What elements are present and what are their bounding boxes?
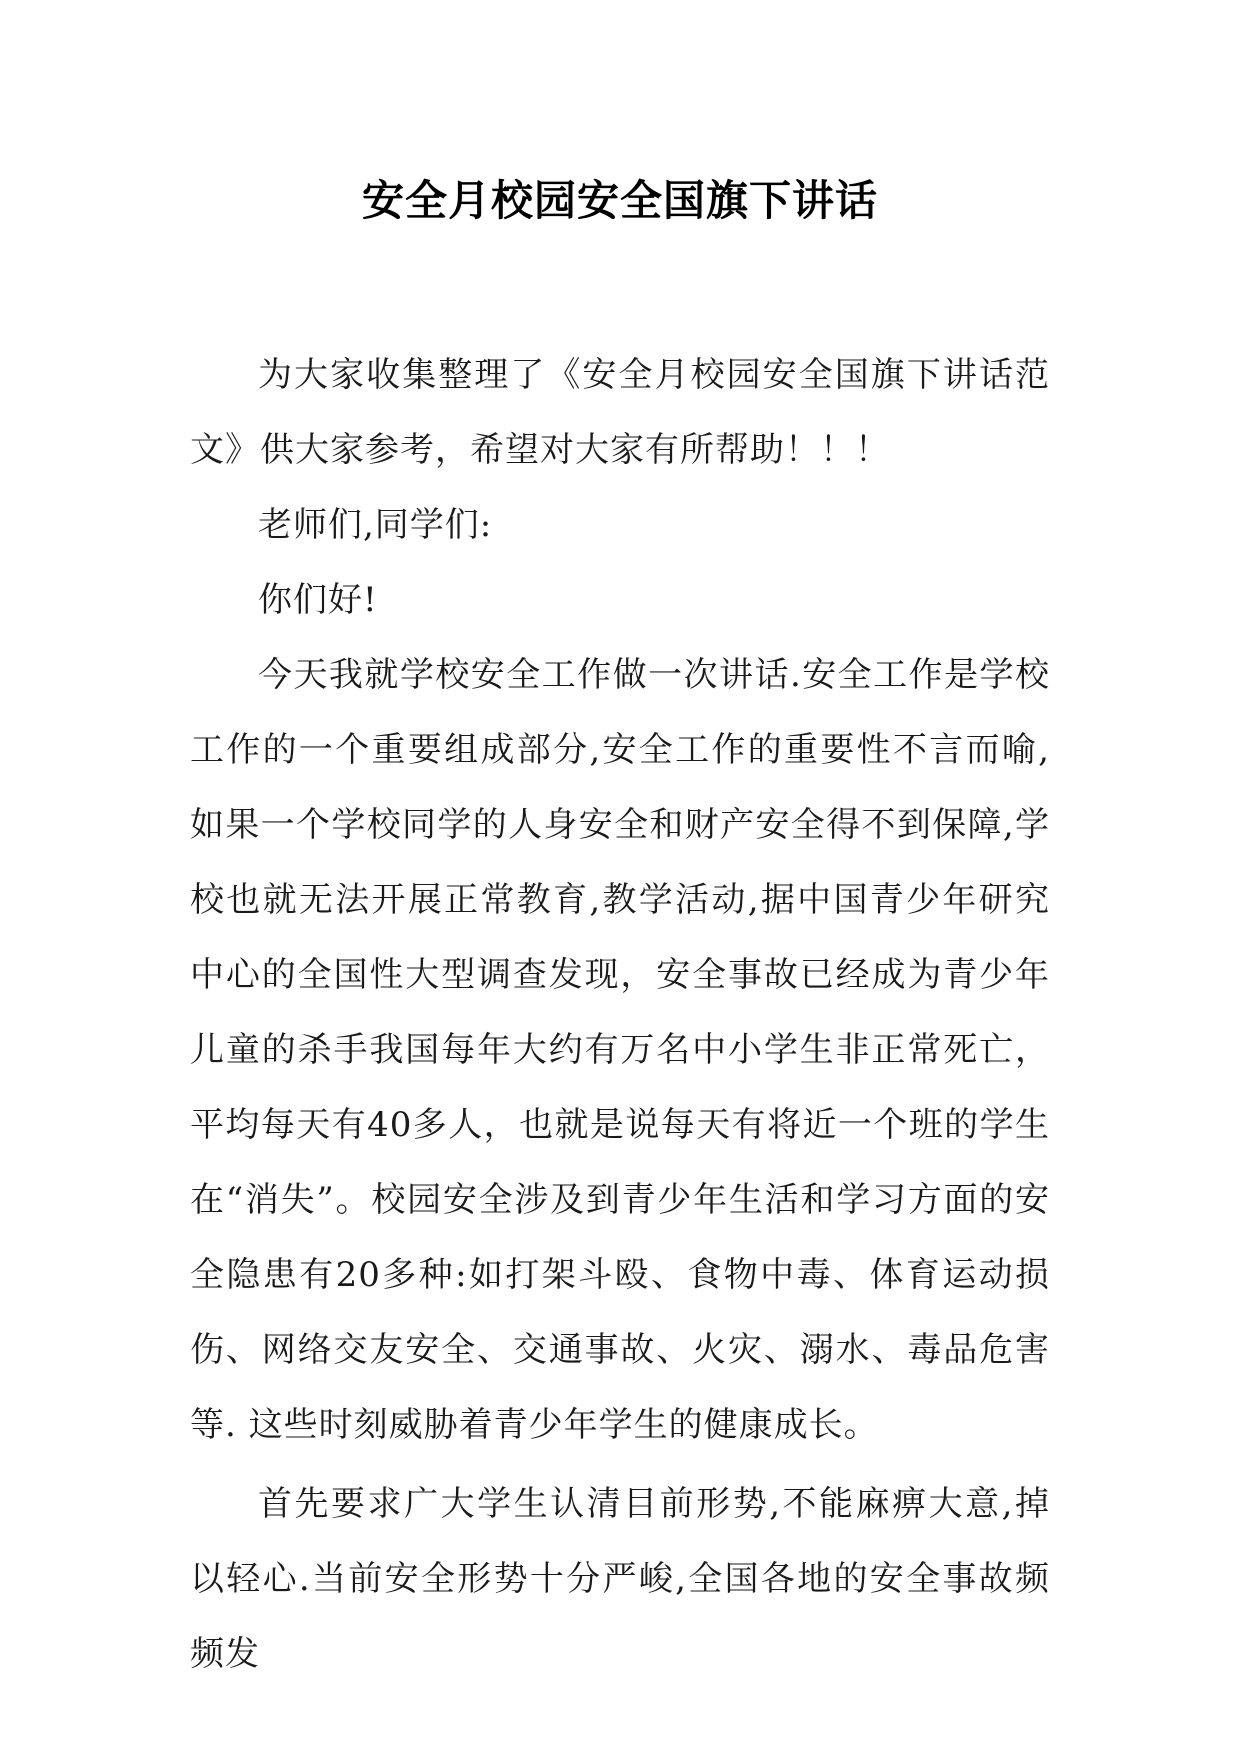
body-paragraph: 今天我就学校安全工作做一次讲话.安全工作是学校工作的一个重要组成部分,安全工作的重要性不言而喻,如果一个学校同学的人身安全和财产安全得不到保障,学校也就无法开展正常教育,教学活动,据中国青少年研究中心的全国性大型调查发现，安全事故已经成为青少年儿童的杀手我国每年大约有万名中小学生非正常死亡，平均每天有40多人，也就是说每天有将近一个班的学生在“消失”。校园安全涉及到青少年生活和学习方面的安全隐患有20多种:如打架斗殴、食物中毒、体育运动损伤、网络交友安全、交通事故、火灾、溺水、毒品危害等. 这些时刻威胁着青少年学生的健康成长。 bbox=[190, 655, 1050, 1445]
document-title: 安全月校园安全国旗下讲话 bbox=[361, 176, 878, 225]
body-paragraph: 首先要求广大学生认清目前形势,不能麻痹大意,掉以轻心.当前安全形势十分严峻,全国各地的安全事故频频发 bbox=[190, 1484, 1050, 1674]
salutation-paragraph: 老师们,同学们: bbox=[258, 505, 493, 545]
greeting-paragraph: 你们好! bbox=[258, 580, 378, 620]
intro-paragraph: 为大家收集整理了《安全月校园安全国旗下讲话范文》供大家参考，希望对大家有所帮助！！！ bbox=[190, 355, 1050, 470]
document-body bbox=[190, 338, 1050, 1692]
